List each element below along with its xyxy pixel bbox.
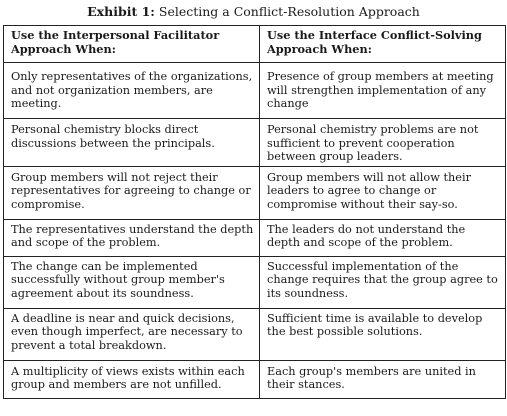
table-cell: Successful implementation of the change requires that the group agree to its soundness. — [260, 256, 506, 308]
table-cell: Personal chemistry problems are not sufficient to prevent cooperation between group leaders. — [260, 119, 506, 167]
exhibit-title: Selecting a Conflict-Resolution Approach — [158, 4, 420, 19]
table-cell: Presence of group members at meeting will strengthen implementation of any change — [260, 63, 506, 119]
table-cell: The leaders do not understand the depth and scope of the problem. — [260, 219, 506, 256]
table-cell: Only representatives of the organizations, and not organization members, are meeting. — [4, 63, 260, 119]
table-cell: The representatives understand the depth and scope of the problem. — [4, 219, 260, 256]
table-row — [4, 219, 506, 256]
comparison-table — [3, 25, 506, 399]
table-row — [4, 166, 506, 219]
table-cell: Personal chemistry blocks direct discussions between the principals. — [4, 119, 260, 167]
table-row — [4, 256, 506, 308]
table-cell: Group members will not allow their leaders to agree to change or compromise without their say-so. — [260, 166, 506, 219]
header-interpersonal-facilitator: Use the Interpersonal Facilitator Approach When: — [4, 26, 260, 63]
header-interface-conflict-solving: Use the Interface Conflict-Solving Approach When: — [260, 26, 506, 63]
table-cell: The change can be implemented successfully without group member's agreement about its soundness. — [4, 256, 260, 308]
table-cell: A multiplicity of views exists within each group and members are not unfilled. — [4, 360, 260, 398]
header-row — [4, 26, 506, 63]
table-row — [4, 119, 506, 167]
table-cell: Group members will not reject their representatives for agreeing to change or compromise. — [4, 166, 260, 219]
exhibit-label: Exhibit 1: — [87, 4, 155, 19]
table-row — [4, 360, 506, 398]
table-cell: A deadline is near and quick decisions, even though imperfect, are necessary to prevent a total breakdown. — [4, 308, 260, 360]
table-cell: Sufficient time is available to develop the best possible solutions. — [260, 308, 506, 360]
table-row — [4, 308, 506, 360]
table-row — [4, 63, 506, 119]
table-cell: Each group's members are united in their stances. — [260, 360, 506, 398]
exhibit-caption — [0, 4, 507, 20]
